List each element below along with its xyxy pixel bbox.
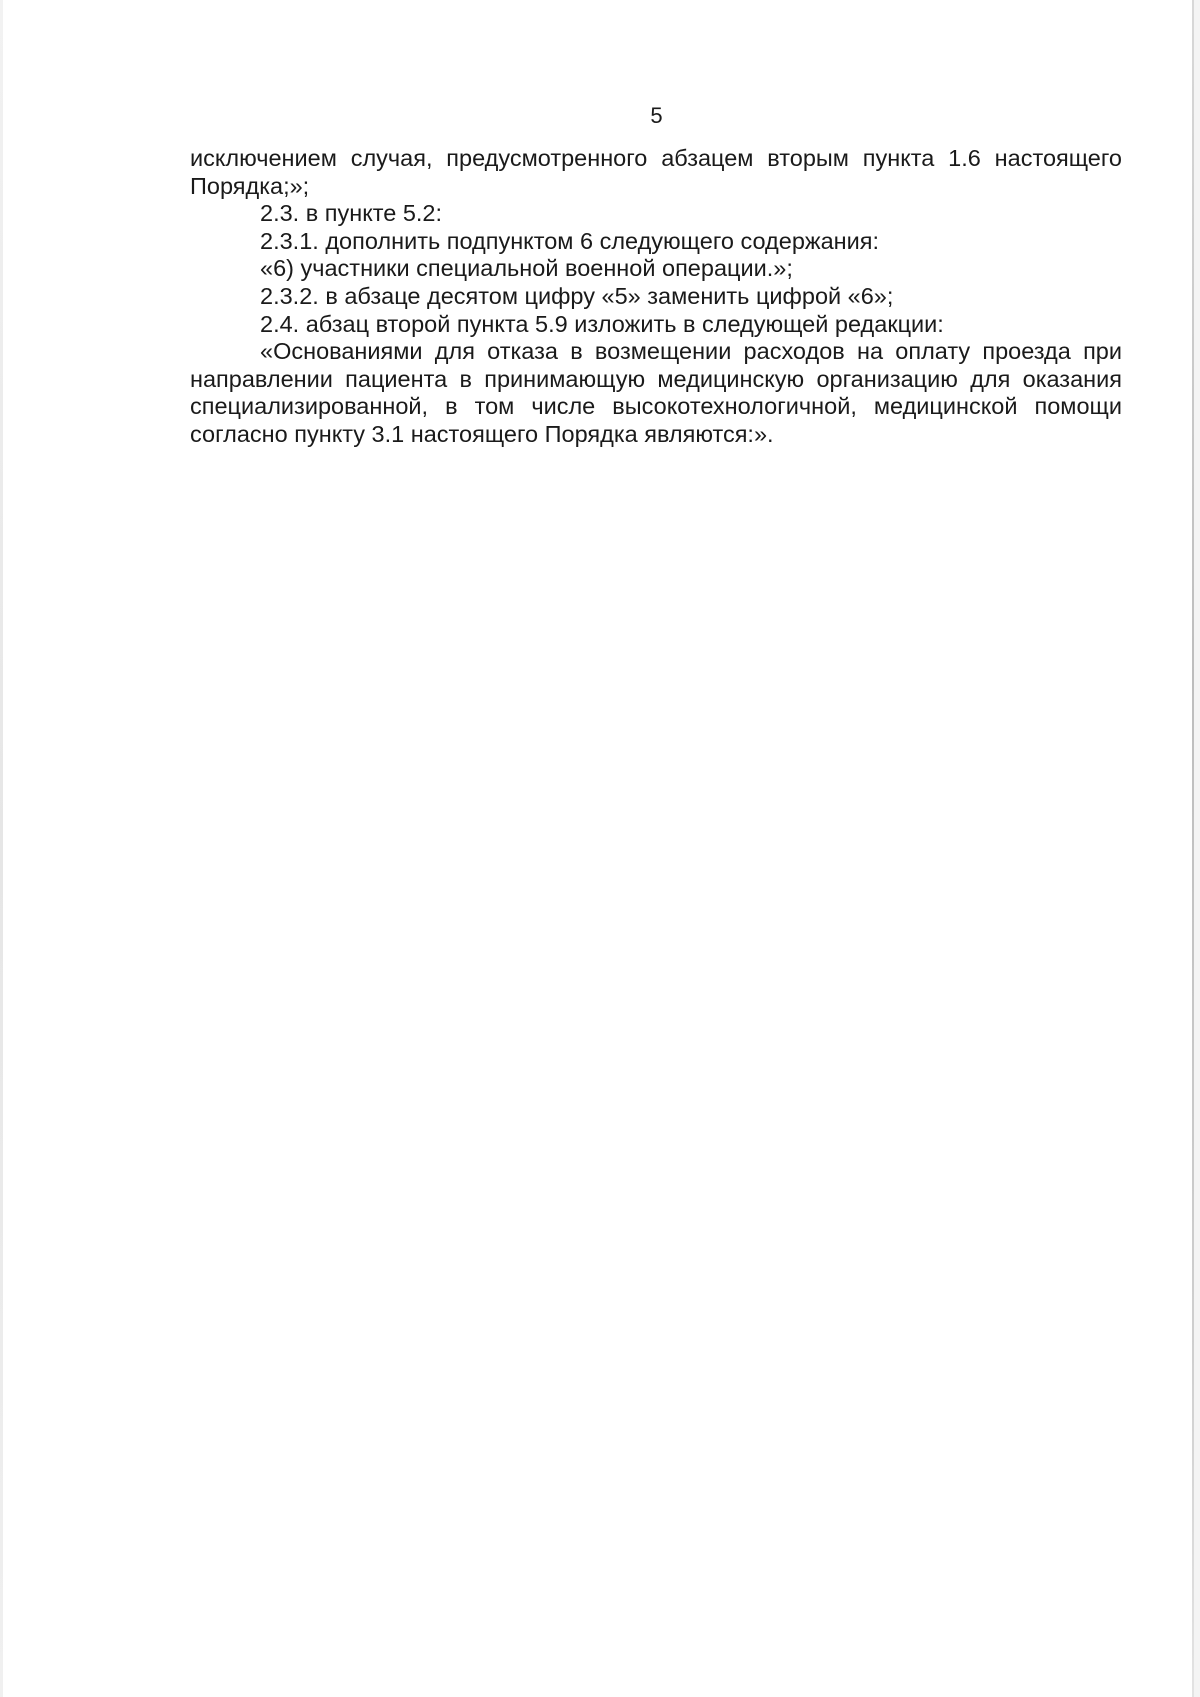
document-body [190,145,1122,449]
scan-left-edge [0,0,3,1697]
page-number: 5 [650,103,663,128]
paragraph-quoted-subitem-6: «6) участники специальной военной операции.»; [260,255,793,282]
paragraph-item-2-3-2: 2.3.2. в абзаце десятом цифру «5» заменить цифрой «6»; [260,282,894,309]
paragraph-item-2-3-1: 2.3.1. дополнить подпунктом 6 следующего содержания: [260,227,880,254]
paragraph-item-2-4: 2.4. абзац второй пункта 5.9 изложить в следующей редакции: [260,310,944,337]
scan-right-margin [1194,0,1200,1697]
paragraph-continuation: исключением случая, предусмотренного абзацем вторым пункта 1.6 настоящего Порядка;»; [190,145,1122,199]
scan-right-edge [1192,0,1194,1697]
paragraph-quoted-new-wording: «Основаниями для отказа в возмещении расходов на оплату проезда при направлении пациента в принимающую медицинскую организацию для оказания специализированной, в том числе высокотехнологичной, медицинской помощи согласно пункту 3.1 настоящего Порядка являются:». [190,338,1122,447]
paragraph-item-2-3: 2.3. в пункте 5.2: [260,200,443,227]
